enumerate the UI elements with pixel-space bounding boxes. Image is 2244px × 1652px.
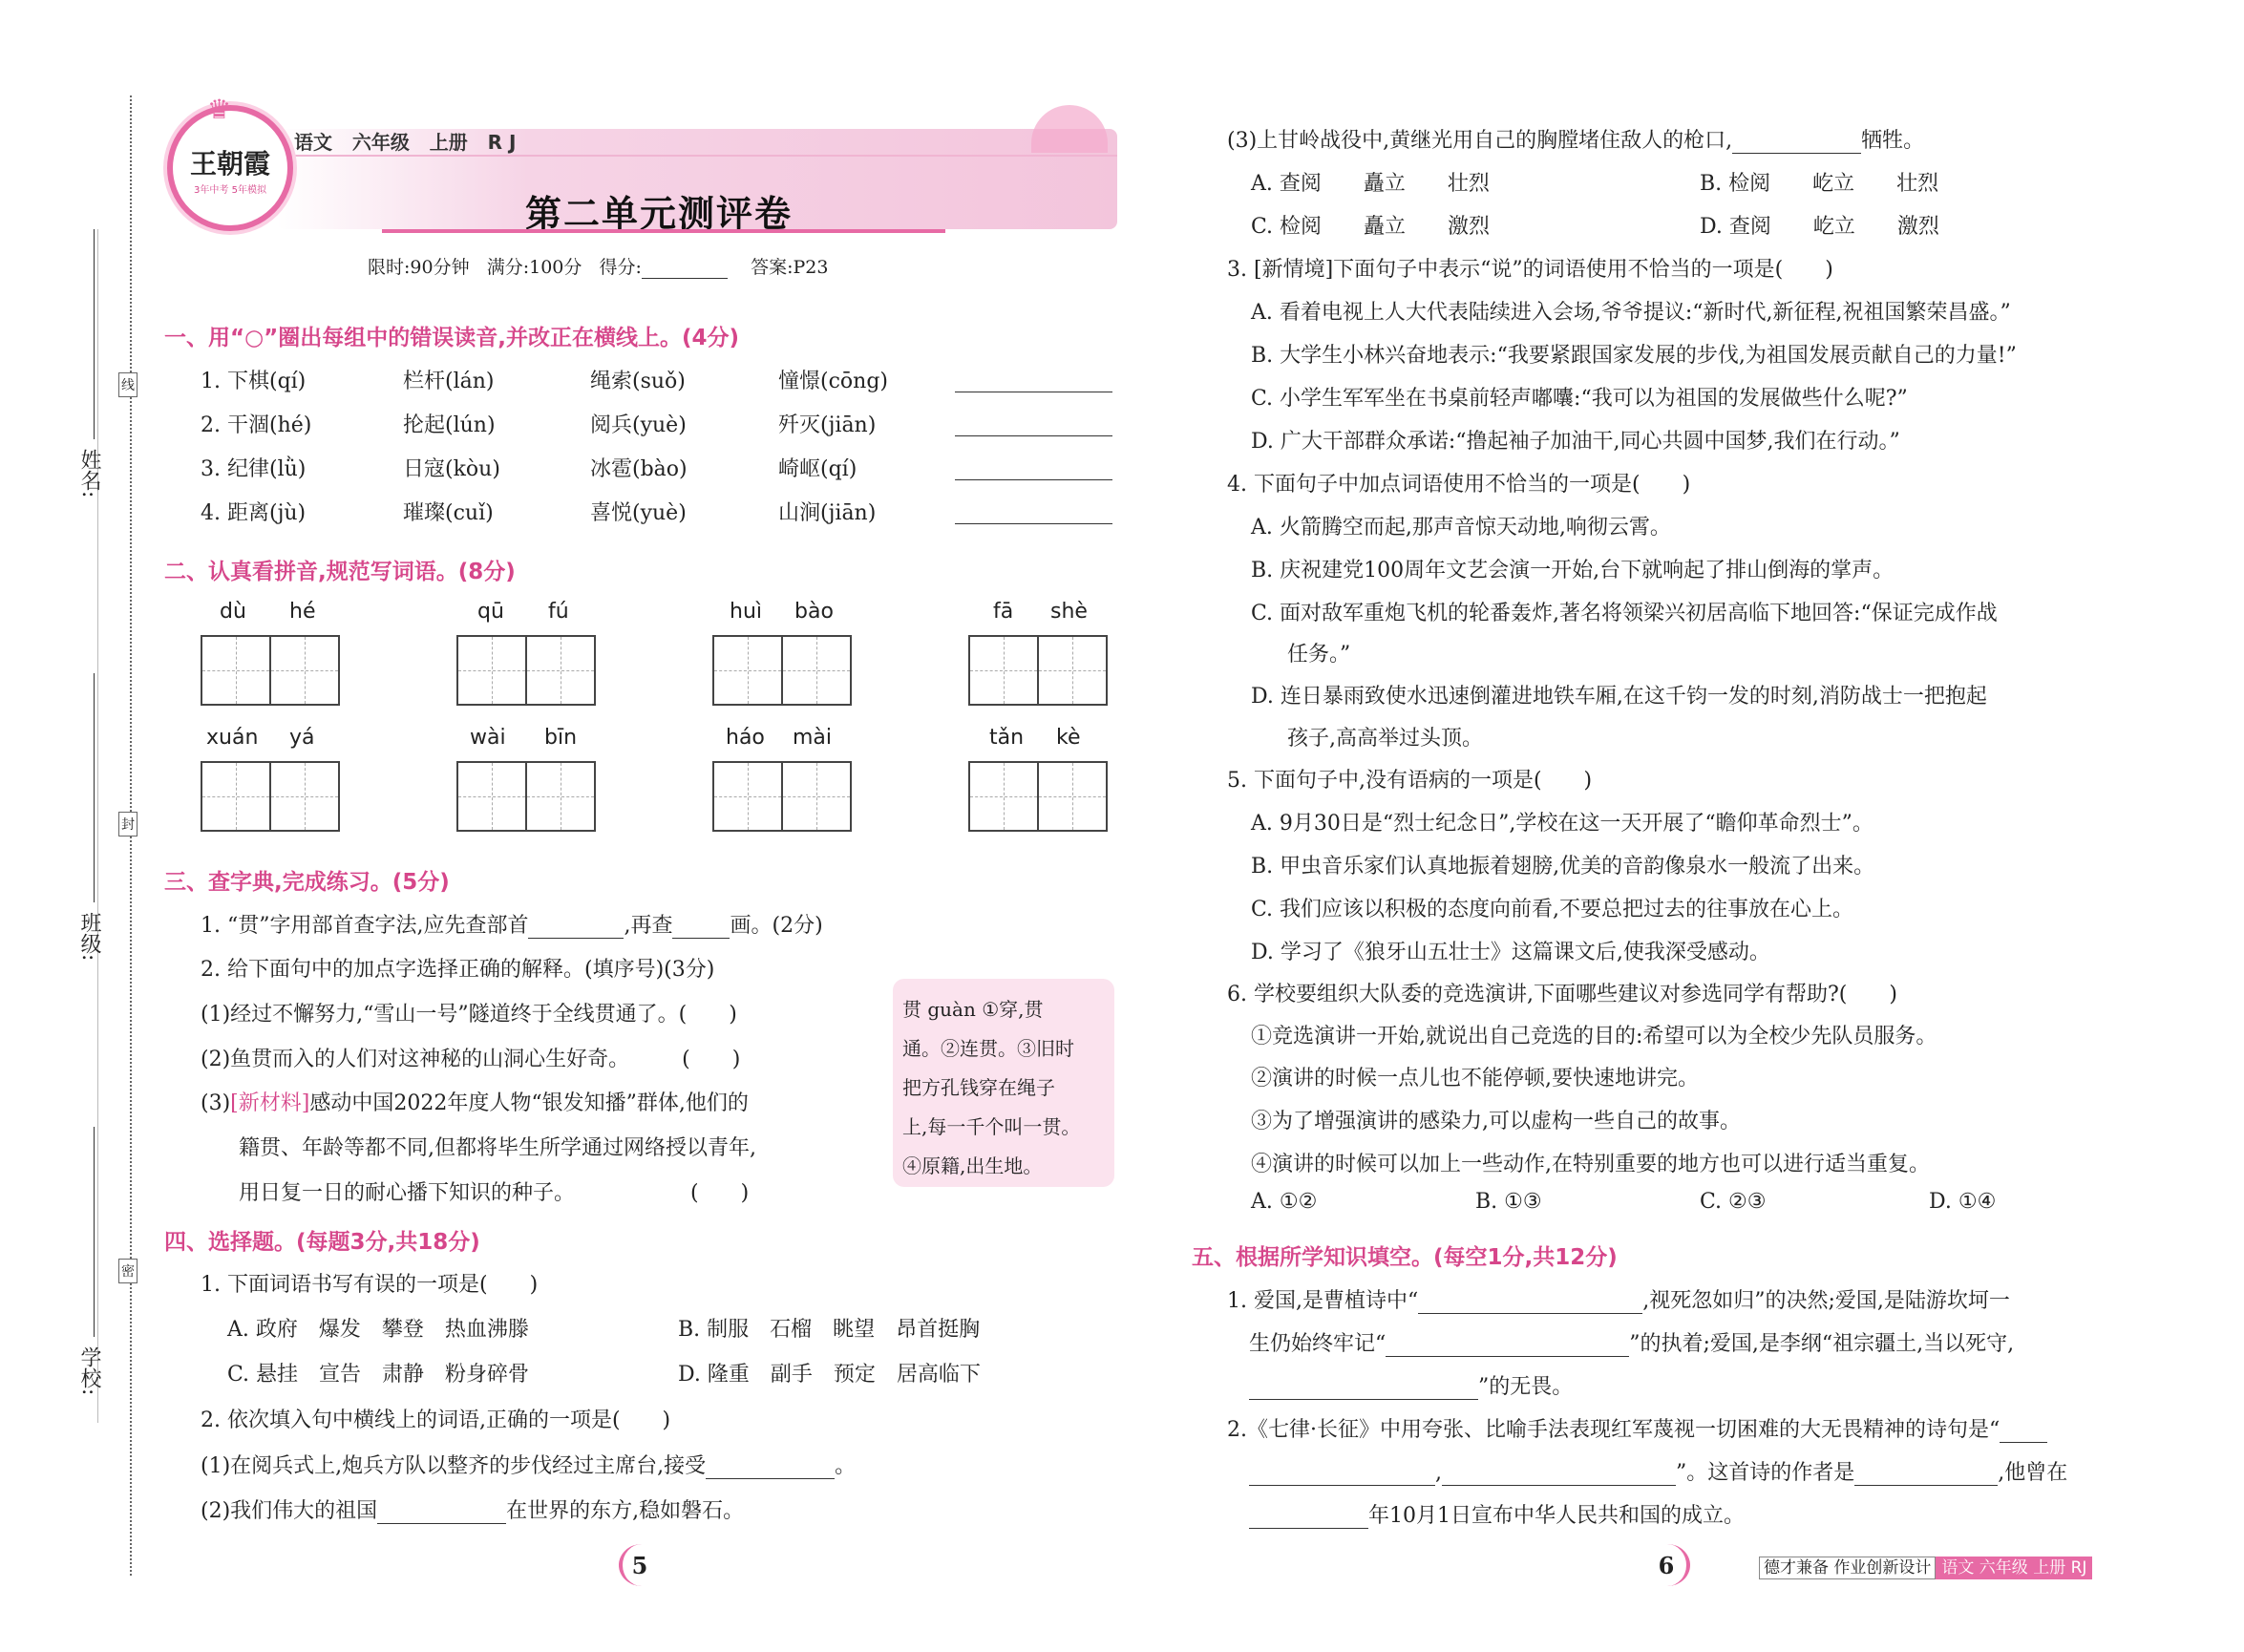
q5-option-d[interactable]: D. 学习了《狼牙山五壮士》这篇课文后,使我深受感动。 (1251, 941, 1770, 964)
header-edition: R J (487, 131, 517, 154)
s5-l4-text: 2.《七律·长征》中用夸张、比喻手法表现红军蔑视一切困难的大无畏精神的诗句是“ (1227, 1418, 2001, 1442)
s4-q2: 2. 依次填入句中横线上的词语,正确的一项是( ) (201, 1408, 671, 1432)
s3-sentence-3-cont: 籍贯、年龄等都不同,但都将毕生所学通过网络授以青年, (239, 1136, 756, 1160)
page-number-right-bracket (1644, 1544, 1690, 1586)
pinyin-label: bīn (544, 726, 578, 750)
pinyin-label: huì (730, 600, 762, 624)
s4-q2-s2-text: (2)我们伟大的祖国 (201, 1499, 378, 1523)
s3-s3-num: (3) (201, 1091, 231, 1115)
pinyin-label: qū (477, 600, 504, 624)
margin-name-blank[interactable] (94, 229, 95, 439)
q4-option-a[interactable]: A. 火箭腾空而起,那声音惊天动地,响彻云霄。 (1251, 516, 1671, 540)
pinyin-label: yá (289, 726, 315, 750)
s4-q2-s2-blank[interactable] (377, 1502, 506, 1524)
s5-blank-4[interactable] (1249, 1464, 1435, 1486)
writing-box[interactable] (712, 635, 852, 706)
header-volume: 上册 (429, 131, 468, 154)
q2-option-c[interactable]: C. 检阅 矗立 激烈 (1251, 215, 1491, 239)
brand-name: 王朝霞 (189, 148, 270, 180)
margin-class-blank[interactable] (94, 673, 95, 902)
sunset-decoration (1031, 105, 1108, 153)
section-3-title: 三、查字典,完成练习。(5分) (164, 870, 450, 895)
s4-q2-sentence-1 (201, 1450, 856, 1479)
s3-q1-blank-strokes[interactable] (672, 917, 730, 939)
s5-blank-3[interactable] (1249, 1378, 1478, 1400)
q6-item: ②演讲的时候一点儿也不能停顿,要快速地讲完。 (1251, 1067, 1699, 1091)
s4-q2-s2-end: 在世界的东方,稳如磐石。 (506, 1499, 745, 1523)
s1-item: 歼灭(jiān) (778, 413, 877, 437)
section-4-title: 四、选择题。(每题3分,共18分) (164, 1230, 480, 1255)
pinyin-label: fú (548, 600, 569, 624)
q6-option-b[interactable]: B. ①③ (1475, 1190, 1542, 1214)
pinyin-label: mài (793, 726, 833, 750)
s3-sentence-1: (1)经过不懈努力,“雪山一号”隧道终于全线贯通了。( ) (201, 1003, 737, 1027)
s5-line-3 (1249, 1370, 1573, 1400)
footer-tag: 语文 六年级 上册 RJ (1936, 1557, 2092, 1579)
s4-q1-option-a[interactable]: A. 政府 爆发 攀登 热血沸滕 (227, 1318, 529, 1342)
new-material-tag: [新材料] (230, 1091, 310, 1115)
s3-sentence-3-end: 用日复一日的耐心播下知识的种子。 ( ) (239, 1181, 750, 1205)
s1-item: 山涧(jiān) (778, 501, 877, 525)
q3-option-d[interactable]: D. 广大干部群众承诺:“撸起袖子加油干,同心共圆中国梦,我们在行动。” (1251, 430, 1900, 454)
margin-name-label: 姓名: (77, 449, 101, 498)
footer-series-name: 德才兼备 作业创新设计 (1759, 1557, 1936, 1579)
q4-option-c-cont: 任务。” (1287, 643, 1351, 667)
q3-option-b[interactable]: B. 大学生小林兴奋地表示:“我要紧跟国家发展的步伐,为祖国发展贡献自己的力量!” (1251, 344, 2017, 368)
margin-class-label: 班级: (77, 912, 101, 962)
title-underline (382, 229, 945, 233)
header-grade: 六年级 (351, 131, 410, 154)
writing-box[interactable] (201, 635, 340, 706)
q4-option-c[interactable]: C. 面对敌军重炮飞机的轮番轰炸,著名将领梁兴初居高临下地回答:“保证完成作战 (1251, 602, 1998, 625)
s5-l1-text: 1. 爱国,是曹植诗中“ (1227, 1289, 1419, 1313)
s1-item: 崎岖(qí) (778, 457, 857, 481)
s5-l3-end: ”的无畏。 (1478, 1375, 1574, 1399)
q4-option-d-cont: 孩子,高高举过头顶。 (1287, 727, 1483, 751)
s4-q2-s1-text: (1)在阅兵式上,炮兵方队以整齐的步伐经过主席台,接受 (201, 1454, 707, 1478)
s1-item: 栏杆(lán) (403, 370, 495, 393)
q6-stem: 6. 学校要组织大队委的竞选演讲,下面哪些建议对参选同学有帮助?( ) (1227, 983, 1897, 1006)
q2-option-d[interactable]: D. 查阅 屹立 激烈 (1700, 215, 1939, 239)
q2-s3-text: (3)上甘岭战役中,黄继光用自己的胸膛堵住敌人的枪口, (1227, 129, 1733, 153)
s5-blank-7[interactable] (1249, 1507, 1368, 1529)
q6-option-a[interactable]: A. ①② (1251, 1190, 1318, 1214)
pinyin-label: shè (1050, 600, 1088, 624)
q2-option-a[interactable]: A. 查阅 矗立 壮烈 (1251, 172, 1490, 196)
pinyin-label: wài (470, 726, 506, 750)
dictionary-box (893, 979, 1114, 1187)
q6-item: ④演讲的时候可以加上一些动作,在特别重要的地方也可以进行适当重复。 (1251, 1153, 1930, 1176)
q4-option-d[interactable]: D. 连日暴雨致使水迅速倒灌进地铁车厢,在这千钧一发的时刻,消防战士一把抱起 (1251, 685, 1987, 709)
margin-school-label: 学校: (77, 1346, 101, 1396)
s5-line-5 (1249, 1456, 2067, 1486)
s4-q1-option-c[interactable]: C. 悬挂 宣告 肃静 粉身碎骨 (227, 1363, 530, 1387)
pinyin-label: bào (794, 600, 834, 624)
s5-blank-5[interactable] (1442, 1464, 1676, 1486)
q6-option-c[interactable]: C. ②③ (1700, 1190, 1767, 1214)
writing-box[interactable] (968, 761, 1108, 832)
s3-sentence-2: (2)鱼贯而入的人们对这神秘的山洞心生好奇。 ( ) (201, 1048, 741, 1071)
s4-q1-option-d[interactable]: D. 隆重 副手 预定 居高临下 (678, 1363, 981, 1387)
s1-item: 抡起(lún) (403, 413, 496, 437)
q2-option-b[interactable]: B. 检阅 屹立 壮烈 (1700, 172, 1939, 196)
s5-l5-comma: , (1435, 1461, 1442, 1485)
s5-l6-end: 年10月1日宣布中华人民共和国的成立。 (1368, 1504, 1745, 1528)
s5-line-6 (1249, 1499, 1745, 1529)
s4-q1-option-b[interactable]: B. 制服 石榴 眺望 昂首挺胸 (678, 1318, 981, 1342)
s5-l1-end: ,视死忽如归”的决然;爱国,是陆游坎坷一 (1642, 1289, 2010, 1313)
s1-item: 绳索(suǒ) (590, 370, 686, 393)
writing-box[interactable] (968, 635, 1108, 706)
q4-stem: 4. 下面句子中加点词语使用不恰当的一项是( ) (1227, 473, 1691, 497)
s1-item: 冰雹(bào) (590, 457, 688, 481)
exam-meta (368, 253, 828, 279)
s5-l2-end: ”的执着;爱国,是李纲“祖宗疆土,当以死守, (1629, 1332, 2015, 1356)
pinyin-label: tǎn (989, 726, 1025, 750)
brand-tagline: 3年中考 5年模拟 (194, 185, 266, 196)
s1-answer-blank[interactable] (955, 479, 1112, 480)
s1-item: 3. 纪律(lǜ) (201, 457, 307, 481)
q6-item: ③为了增强演讲的感染力,可以虚构一些自己的故事。 (1251, 1110, 1741, 1133)
pinyin-label: kè (1056, 726, 1081, 750)
s4-q2-s1-blank[interactable] (706, 1457, 835, 1479)
q6-option-d[interactable]: D. ①④ (1929, 1190, 1997, 1214)
s5-blank-4a[interactable] (2000, 1421, 2047, 1443)
s5-line-1 (1227, 1284, 2010, 1314)
writing-box[interactable] (712, 761, 852, 832)
s3-q1 (201, 909, 823, 939)
pinyin-label: xuán (206, 726, 259, 750)
s5-line-4 (1227, 1413, 2047, 1443)
q6-item: ①竞选演讲一开始,就说出自己竞选的目的:希望可以为全校少先队员服务。 (1251, 1025, 1937, 1048)
q5-stem: 5. 下面句子中,没有语病的一项是( ) (1227, 769, 1593, 793)
brand-logo (167, 94, 293, 231)
q2-s3-end: 牺牲。 (1861, 129, 1925, 153)
s5-l5-end: ,他曾在 (1998, 1461, 2068, 1485)
s1-item: 喜悦(yuè) (590, 501, 687, 525)
s3-q1-text-c: 画。(2分) (730, 914, 823, 938)
q4-option-b[interactable]: B. 庆祝建党100周年文艺会演一开始,台下就响起了排山倒海的掌声。 (1251, 559, 1895, 582)
s5-blank-6[interactable] (1854, 1464, 1998, 1486)
s1-item: 璀璨(cuǐ) (403, 501, 494, 525)
footer-series (1759, 1557, 2092, 1579)
page-number-right: 6 (1658, 1552, 1675, 1579)
q2-sentence-3 (1227, 124, 1924, 154)
header-top-rule (277, 155, 1117, 157)
s3-q2: 2. 给下面句中的加点字选择正确的解释。(填序号)(3分) (201, 958, 715, 982)
header-subject-line (294, 127, 516, 155)
writing-box[interactable] (456, 635, 596, 706)
dict-line: 贯 guàn ①穿,贯 (902, 998, 1044, 1021)
writing-box[interactable] (201, 761, 340, 832)
crown-icon: ♛ (207, 94, 232, 125)
header-subject: 语文 (294, 131, 332, 154)
page-number-left-bracket (619, 1544, 665, 1586)
full-score: 满分:100分 (486, 257, 582, 278)
s1-item: 2. 干涸(hé) (201, 413, 312, 437)
s1-item: 日寇(kòu) (403, 457, 500, 481)
s1-item: 憧憬(cōng) (778, 370, 888, 393)
pinyin-label: dù (220, 600, 246, 624)
s1-item: 1. 下棋(qí) (201, 370, 307, 393)
answer-ref: 答案:P23 (751, 257, 829, 278)
margin-school-blank[interactable] (94, 1127, 95, 1337)
s4-q2-sentence-2 (201, 1494, 744, 1524)
dict-line: 把方孔钱穿在绳子 (902, 1076, 1055, 1099)
s3-q1-text-b: ,再查 (624, 914, 673, 938)
section-5-title: 五、根据所学知识填空。(每空1分,共12分) (1192, 1245, 1618, 1270)
dict-line: ④原籍,出生地。 (902, 1154, 1043, 1177)
page-title: 第二单元测评卷 (524, 193, 793, 235)
s5-line-2 (1249, 1327, 2014, 1357)
binding-solid-line (97, 229, 98, 1423)
q2-s3-blank[interactable] (1732, 132, 1861, 154)
s5-l2-text: 生仍始终牢记“ (1249, 1332, 1387, 1356)
s1-answer-blank[interactable] (955, 523, 1112, 524)
s5-l5-text: ”。这首诗的作者是 (1676, 1461, 1855, 1485)
q5-option-b[interactable]: B. 甲虫音乐家们认真地振着翅膀,优美的音韵像泉水一般流了出来。 (1251, 855, 1875, 879)
s3-s3-text: 感动中国2022年度人物“银发知播”群体,他们的 (309, 1091, 749, 1115)
s4-q1: 1. 下面词语书写有误的一项是( ) (201, 1273, 539, 1297)
s1-item: 阅兵(yuè) (590, 413, 687, 437)
margin-line-mark: 线 (118, 372, 138, 397)
pinyin-label: fā (993, 600, 1014, 624)
s1-answer-blank[interactable] (955, 435, 1112, 436)
pinyin-label: hé (289, 600, 316, 624)
score-label: 得分: (599, 257, 642, 278)
s4-q2-s1-end: 。 (835, 1454, 857, 1478)
margin-secret-mark: 密 (118, 1259, 138, 1283)
section-1-title: 一、用“○”圈出每组中的错误读音,并改正在横线上。(4分) (164, 326, 740, 350)
q3-option-a[interactable]: A. 看着电视上人大代表陆续进入会场,爷爷提议:“新时代,新征程,祝祖国繁荣昌盛。” (1251, 301, 2011, 325)
q3-option-c[interactable]: C. 小学生军军坐在书桌前轻声嘟囔:“我可以为祖国的发展做些什么呢?” (1251, 387, 1908, 411)
score-blank[interactable] (642, 257, 728, 279)
s3-sentence-3 (201, 1087, 749, 1116)
page-number-left: 5 (631, 1552, 648, 1579)
q3-stem: 3. [新情境]下面句子中表示“说”的词语使用不恰当的一项是( ) (1227, 258, 1833, 282)
s1-item: 4. 距离(jù) (201, 501, 307, 525)
pinyin-label: háo (726, 726, 765, 750)
time-limit: 限时:90分钟 (368, 257, 470, 278)
dict-line: 通。②连贯。③旧时 (902, 1037, 1074, 1060)
margin-seal-mark: 封 (118, 812, 138, 837)
s5-blank-1[interactable] (1418, 1292, 1642, 1314)
s3-q1-blank-radical[interactable] (528, 917, 624, 939)
dict-line: 上,每一千个叫一贯。 (902, 1115, 1081, 1138)
writing-box[interactable] (456, 761, 596, 832)
q5-option-c[interactable]: C. 我们应该以积极的态度向前看,不要总把过去的往事放在心上。 (1251, 898, 1854, 921)
s3-q1-text-a: 1. “贯”字用部首查字法,应先查部首 (201, 914, 529, 938)
q5-option-a[interactable]: A. 9月30日是“烈士纪念日”,学校在这一天开展了“瞻仰革命烈士”。 (1251, 812, 1874, 836)
s5-blank-2[interactable] (1386, 1335, 1629, 1357)
section-2-title: 二、认真看拼音,规范写词语。(8分) (164, 560, 516, 584)
